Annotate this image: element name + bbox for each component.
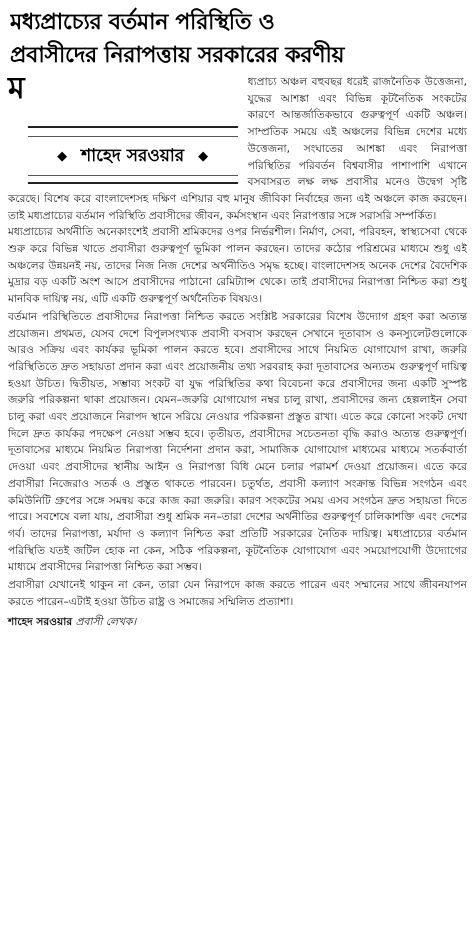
drop-cap: ম — [8, 71, 25, 106]
headline-line-2: প্রবাসীদের নিরাপত্তায় সরকারের করণীয় — [10, 43, 345, 68]
body-paragraph-3: প্রবাসীরা যেখানেই থাকুন না কেন, তারা যেন নিরাপদে কাজ করতে পারেন এবং সম্মানের সাথে জীবনযাপন করতে পারেন–এটাই হওয়া উচিত রাষ্ট্র ও সমাজের সম্মিলিত প্রত্যাশা। — [8, 579, 467, 608]
byline-box — [28, 126, 238, 184]
diamond-left-icon: ◆ — [57, 148, 68, 164]
byline-author-name: শাহেদ সরওয়ার — [81, 145, 185, 166]
intro-paragraph — [8, 71, 467, 224]
intro-text: ধ্যপ্রাচ্য অঞ্চল বহুবছর ধরেই রাজনৈতিক উত্তেজনা, যুদ্ধের আশঙ্কা এবং বিভিন্ন কূটনৈতিক সংকটের কারণে আন্তর্জাতিকভাবে গুরুত্বপূর্ণ একটি অঞ্চল। সাম্প্রতিক সময়ে এই অঞ্চলের বিভিন্ন দেশের মধ্যে উত্তেজনা, সংঘাতের আশঙ্কা এবং নিরাপত্তা পরিস্থিতির পরিবর্তন বিশ্ববাসীর পাশাপাশি এখানে বসবাসরত লক্ষ লক্ষ প্রবাসীর মনেও উদ্বেগ সৃষ্টি করেছে। বিশেষ করে বাংলাদেশসহ দক্ষিণ এশিয়ার বহু মানুষ জীবিকা নির্বাহের জন্য এই অঞ্চলে কাজ করছেন। তাই মধ্যপ্রাচ্যের বর্তমান পরিস্থিতি প্রবাসীদের জীবন, কর্মসংস্থান এবং নিরাপত্তার সঙ্গে সরাসরি সম্পর্কিত। — [8, 76, 467, 222]
article-headline — [8, 6, 467, 72]
article-body — [8, 71, 467, 630]
diamond-right-icon: ◆ — [198, 148, 209, 164]
byline-inner-frame — [28, 136, 238, 176]
body-paragraph-2: বর্তমান পরিস্থিতিতে প্রবাসীদের নিরাপত্তা নিশ্চিত করতে সংশ্লিষ্ট সরকারের বিশেষ উদ্যোগ গ্রহণ করা অত্যন্ত প্রয়োজন। প্রথমত, যেসব দেশে বিপুলসংখ্যক প্রবাসী বসবাস করছেন সেখানে দূতাবাস ও কনস্যুলেটগুলোকে আরও সক্রিয় এবং কার্যকর ভূমিকা পালন করতে হবে। প্রবাসীদের সাথে নিয়মিত যোগাযোগ রাখা, জরুরি পরিস্থিতিতে দ্রুত সহায়তা প্রদান করা এবং প্রয়োজনীয় তথ্য সরবরাহ করা দূতাবাসের অন্যতম গুরুত্বপূর্ণ দায়িত্ব হওয়া উচিত। দ্বিতীয়ত, সম্ভাব্য সংকট বা যুদ্ধ পরিস্থিতির কথা বিবেচনা করে প্রবাসীদের জন্য একটি সুস্পষ্ট জরুরি পরিকল্পনা থাকা প্রয়োজন। যেমন–জরুরি যোগাযোগ নম্বর চালু রাখা, প্রবাসীদের জন্য হেল্পলাইন সেবা চালু করা এবং প্রয়োজনে নিরাপদ স্থানে সরিয়ে নেওয়ার পরিকল্পনা প্রস্তুত রাখা। এতে করে কোনো সংকট দেখা দিলে দ্রুত কার্যকর পদক্ষেপ নেওয়া সম্ভব হবে। তৃতীয়ত, প্রবাসীদের সচেতনতা বৃদ্ধি করাও অত্যন্ত গুরুত্বপূর্ণ। দূতাবাসের মাধ্যমে নিয়মিত নিরাপত্তা নির্দেশনা প্রদান করা, সামাজিক যোগাযোগ মাধ্যমের মাধ্যমে সতর্কবার্তা দেওয়া এবং প্রবাসীদের স্থানীয় আইন ও নিরাপত্তা বিধি মেনে চলার পরামর্শ দেওয়া প্রয়োজন। এতে করে প্রবাসীরা নিজেরাও সতর্ক ও প্রস্তুত থাকতে পারবেন। চতুর্থত, প্রবাসী কল্যাণ সংক্রান্ত বিভিন্ন সংগঠন এবং কমিউনিটি গ্রুপের সঙ্গে সমন্বয় করে কাজ করা জরুরি। কারণ সংকটের সময় এসব সংগঠন দ্রুত সহায়তা দিতে পারে। সবশেষে বলা যায়, প্রবাসীরা শুধু শ্রমিক নন–তারা দেশের অর্থনীতির গুরুত্বপূর্ণ চালিকাশক্তি এবং দেশের গর্ব। তাদের নিরাপত্তা, মর্যাদা ও কল্যাণ নিশ্চিত করা প্রতিটি সরকারের নৈতিক দায়িত্ব। মধ্যপ্রাচ্যের বর্তমান পরিস্থিতি যতই জটিল হোক না কেন, সঠিক পরিকল্পনা, কূটনৈতিক যোগাযোগ এবং সময়োপযোগী উদ্যোগের মাধ্যমে প্রবাসীদের নিরাপত্তা নিশ্চিত করা সম্ভব। — [8, 310, 467, 574]
author-note — [8, 614, 467, 630]
author-note-role: প্রবাসী লেখক। — [75, 615, 137, 628]
headline-line-1: মধ্যপ্রাচ্যের বর্তমান পরিস্থিতি ও — [10, 10, 275, 35]
author-note-name: শাহেদ সরওয়ার — [8, 615, 73, 628]
body-paragraph-1: মধ্যপ্রাচ্যের অর্থনীতি অনেকাংশেই প্রবাসী শ্রমিকদের ওপর নির্ভরশীল। নির্মাণ, সেবা, পরিবহন, স্বাস্থ্যসেবা থেকে শুরু করে বিভিন্ন খাতে প্রবাসীরা গুরুত্বপূর্ণ ভূমিকা পালন করছেন। তাদের কঠোর পরিশ্রমের মাধ্যমে শুধু এই অঞ্চলের উন্নয়নই নয়, তাদের নিজ নিজ দেশের অর্থনীতিও সমৃদ্ধ হচ্ছে। বাংলাদেশসহ অনেক দেশের বৈদেশিক মুদ্রার বড় একটি অংশ আসে প্রবাসীদের পাঠানো রেমিট্যান্স থেকে। তাই প্রবাসীদের নিরাপত্তা নিশ্চিত করা শুধু মানবিক দায়িত্ব নয়, এটি একটি গুরুত্বপূর্ণ অর্থনৈতিক বিষয়ও। — [8, 226, 467, 306]
